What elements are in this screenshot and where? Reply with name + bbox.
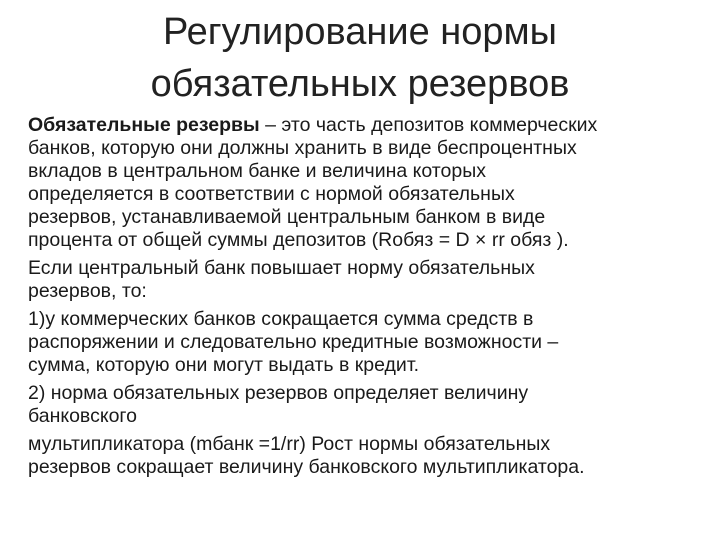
- slide-title: [0, 6, 720, 110]
- condition-paragraph: [28, 257, 698, 303]
- definition-term: Обязательные резервы: [28, 114, 260, 136]
- point-2-paragraph: [28, 382, 698, 428]
- definition-line-1-text: – это часть депозитов коммерческих: [259, 114, 598, 136]
- condition-line-1: Если центральный банк повышает норму обязательных: [28, 257, 535, 279]
- multiplier-paragraph: [28, 433, 698, 479]
- multiplier-line-2: резервов сокращает величину банковского мультипликатора.: [28, 456, 585, 478]
- definition-line-5: резервов, устанавливаемой центральным банком в виде: [28, 206, 546, 228]
- definition-line-6: процента от общей суммы депозитов (Rобяз = D × rr обяз ).: [28, 229, 569, 251]
- multiplier-line-1: мультипликатора (mбанк =1/rr) Рост нормы обязательных: [28, 433, 551, 455]
- definition-line-2: банков, которую они должны хранить в виде беспроцентных: [28, 137, 577, 159]
- slide-title-line-2: обязательных резервов: [150, 63, 570, 105]
- point-1-paragraph: [28, 308, 698, 377]
- point-1-line-2: распоряжении и следовательно кредитные возможности –: [28, 331, 559, 353]
- slide-title-line-1: Регулирование нормы: [163, 11, 557, 53]
- definition-line-1: [28, 114, 698, 137]
- point-2-line-1: 2) норма обязательных резервов определяет величину: [28, 382, 529, 404]
- point-1-line-1: 1)у коммерческих банков сокращается сумма средств в: [28, 308, 534, 330]
- definition-paragraph: [28, 114, 698, 252]
- slide-body: [28, 114, 698, 484]
- definition-line-3: вкладов в центральном банке и величина которых: [28, 160, 486, 182]
- point-1-line-3: сумма, которую они могут выдать в кредит.: [28, 354, 420, 376]
- condition-line-2: резервов, то:: [28, 280, 147, 302]
- point-2-line-2: банковского: [28, 405, 137, 427]
- definition-line-4: определяется в соответствии с нормой обязательных: [28, 183, 515, 205]
